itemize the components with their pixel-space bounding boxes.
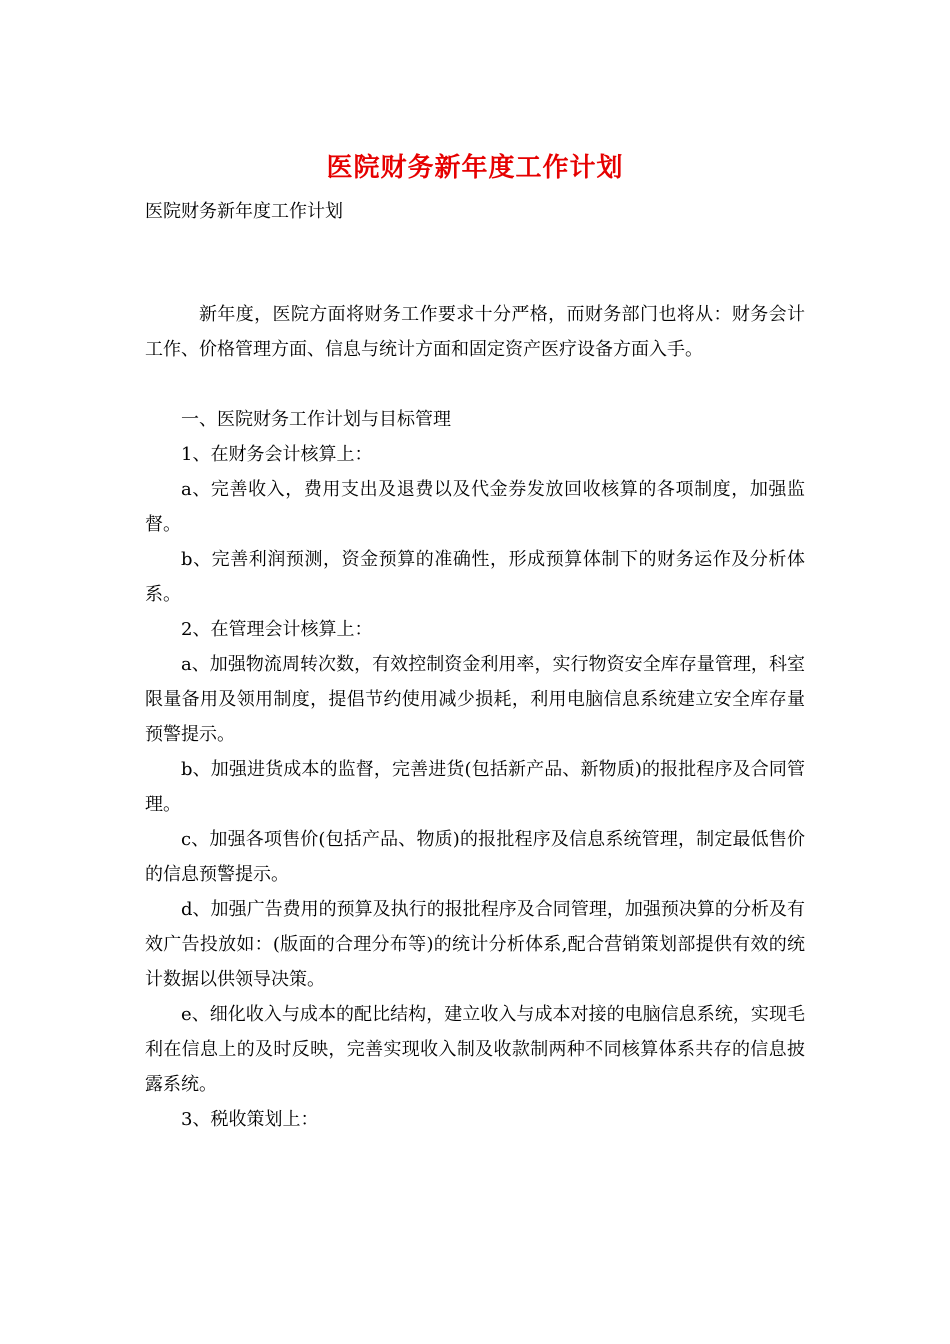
section-heading: 一、医院财务工作计划与目标管理 [181,409,451,430]
intro-paragraph: 新年度，医院方面将财务工作要求十分严格，而财务部门也将从：财务会计工作、价格管理方面、信息与统计方面和固定资产医疗设备方面入手。 [145,304,805,360]
list-item: a、完善收入，费用支出及退费以及代金券发放回收核算的各项制度，加强监督。 [145,479,805,535]
list-item: a、加强物流周转次数，有效控制资金利用率，实行物资安全库存量管理，科室限量备用及领用制度，提倡节约使用减少损耗，利用电脑信息系统建立安全库存量预警提示。 [145,654,805,745]
document-body [145,297,805,1137]
list-item: b、完善利润预测，资金预算的准确性，形成预算体制下的财务运作及分析体系。 [145,549,805,605]
subsection-heading: 3、税收策划上： [181,1109,319,1130]
document-subtitle: 医院财务新年度工作计划 [145,201,343,222]
document-title: 医院财务新年度工作计划 [326,153,624,183]
list-item: e、细化收入与成本的配比结构，建立收入与成本对接的电脑信息系统，实现毛利在信息上的及时反映，完善实现收入制及收款制两种不同核算体系共存的信息披露系统。 [145,1004,805,1095]
list-item: b、加强进货成本的监督，完善进货(包括新产品、新物质)的报批程序及合同管理。 [145,759,805,815]
subsection-heading: 1、在财务会计核算上： [181,444,373,465]
list-item: c、加强各项售价(包括产品、物质)的报批程序及信息系统管理，制定最低售价的信息预警提示。 [145,829,805,885]
subsection-heading: 2、在管理会计核算上： [181,619,373,640]
list-item: d、加强广告费用的预算及执行的报批程序及合同管理，加强预决算的分析及有效广告投放如：(版面的合理分布等)的统计分析体系,配合营销策划部提供有效的统计数据以供领导决策。 [145,899,805,990]
